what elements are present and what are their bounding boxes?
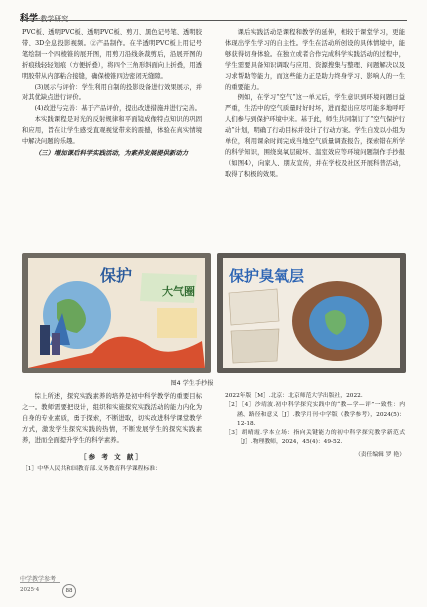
left-column — [22, 28, 202, 159]
conclusion-column — [22, 392, 202, 475]
page-footer — [20, 574, 80, 600]
journal-subsection: ·教学研究 — [38, 15, 69, 23]
figure-4 — [22, 253, 406, 373]
reference-item: ［2］［4］沙靖波.初中科学探究实践中的“教—学—评”一致性：内涵、路径和意义［J］.教学月刊·中学版（教学参考），2024(5)：12-18. — [225, 402, 405, 427]
right-column — [225, 28, 405, 181]
figure-caption: 图4 学生手抄报 — [170, 380, 214, 387]
poster1-title: 保护 — [100, 266, 133, 285]
paragraph: (3)展示与评价：学生利用自制的投影设备进行效果展示，并对其优缺点进行评价。 — [22, 83, 202, 102]
page-number: 88 — [62, 584, 76, 598]
reference-item: ［1］中华人民共和国教育部.义务教育科学课程标准： — [22, 466, 161, 473]
page-header — [20, 6, 407, 22]
paragraph: PVC板、透明PVC板、透明PVC板、剪刀、黑色记号笔、透明胶带、3D全息投影视频。②产品制作。在半透明PVC板上用记号笔绘制一个四棱锥的展开图，用剪刀沿线条裁剪后，沿展开图的折痕线轻轻划痕（方便折叠），将四个三角形斜面向上折叠，用透明胶带从内部粘合接缝，确保棱锥四边密闭无缝隙。 — [22, 29, 202, 80]
paragraph: 课后实践活动是课程和教学的延伸，相较于课堂学习，更能体现出学生学习的自主性。学生在活动所创设的具体情境中，能够获得切身体验。在独立或者合作完成科学实践活动的过程中，学生需要具备知识调取与应用、资源搜集与整理、问题解决以及习求帮助等能力，而这些能力正是助力终身学习、影响人的一生的重要能力。 — [225, 29, 405, 91]
footer-rule — [20, 582, 60, 583]
references-column — [225, 392, 405, 461]
section-heading: （三）增加课后科学实践活动，为素养发展提供新动力 — [34, 148, 189, 157]
editor-credit: （责任编辑 罗 艳） — [354, 451, 405, 458]
poster-photo-ozone — [217, 253, 406, 373]
poster1-subtitle: 大气圈 — [162, 285, 195, 298]
magazine-name: 中学教学参考 — [20, 576, 57, 583]
poster-photo-atmosphere — [22, 253, 211, 373]
poster2-title: 保护臭氧层 — [229, 267, 305, 285]
issue-label: 2025·4 — [20, 587, 40, 593]
reference-item-continued: 2022年版［M］.北京：北京师范大学出版社，2022. — [225, 393, 363, 399]
references-heading: ［参 考 文 献］ — [80, 452, 144, 461]
conclusion-paragraph: 综上所述，探究实践素养的培养是初中科学教学的重要目标之一。教师需要把设计，组织和实施探究实践活动的能力内化为自身的专业素质，勇于探索，不断进取，切实改进科学课堂教学方式，激发学生探究实践的热情，不断发展学生的探究实践素养，进而全面提升学生的科学素养。 — [22, 393, 202, 444]
paragraph: (4)改进与完善：基于产品评价，提出改进措施并进行完善。 — [34, 105, 201, 113]
header-rule — [20, 20, 407, 21]
reference-item: ［3］胡晴霞.学本立场：指向关键能力的初中科学探究教学新范式［J］.物理教师，2024，45(4)：49-52. — [225, 430, 405, 446]
paragraph: 例如，在学习“空气”这一单元后，学生意识到环境问题日益严重，生活中的空气质量时好时坏，进而提出应尽可能多地呼吁人们参与到保护环境中来。基于此，师生共同制订了“空气保护行动”计划，明确了行动目标并设计了行动方案。学生自发以小组为单位，利用课余时间完成当地空气质量调查报告，探索错在所学的科学知识，围绕臭氧层破坏、温室效应等环境问题制作手抄报（如图4），向家人、朋友宣传，并在学校及社区开展科普活动，取得了积极的效果。 — [225, 94, 405, 178]
paragraph: 本实践课程是对光的反射规律和平面镜成像特点知识的巩固和应用，旨在让学生感受直观视觉带来的震撼，体验在真实情境中解决问题的乐趣。 — [22, 116, 202, 146]
journal-section: 科学 — [20, 14, 39, 24]
